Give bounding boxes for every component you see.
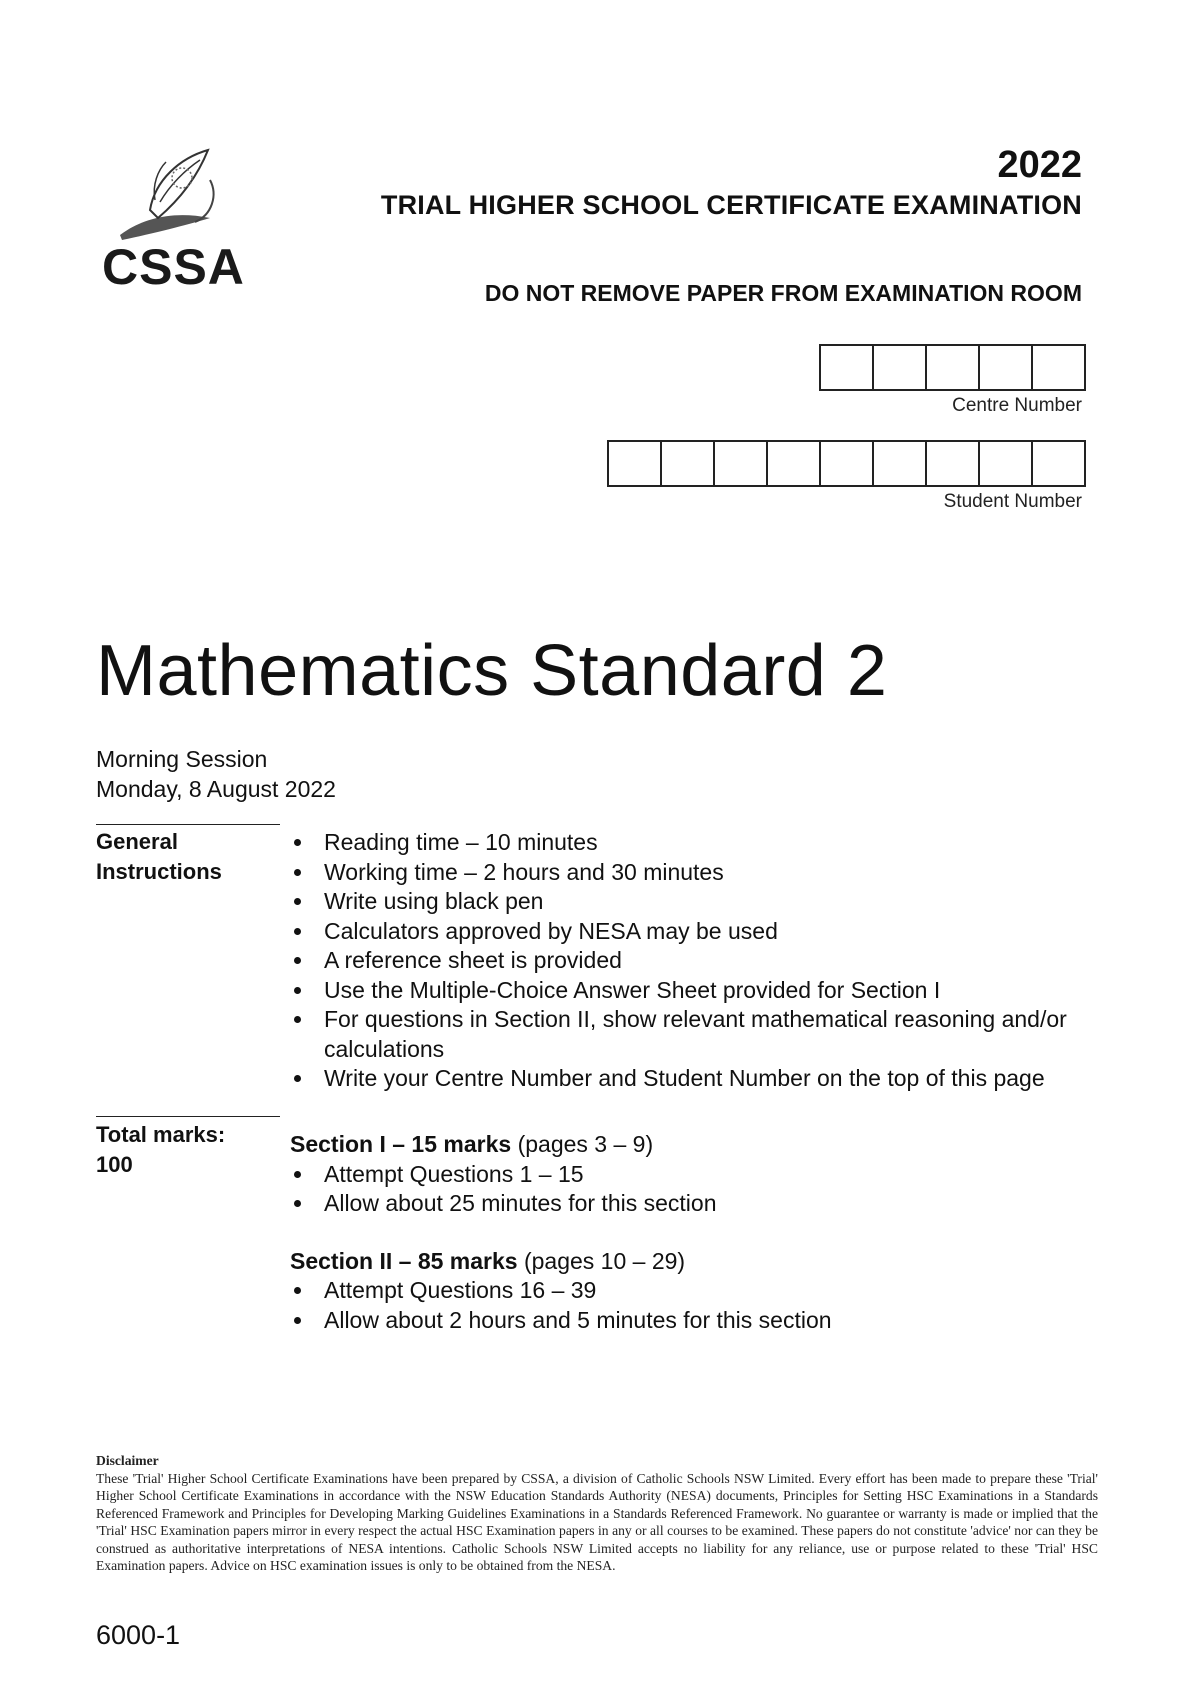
disclaimer-heading: Disclaimer [96, 1453, 159, 1468]
total-marks-value: 100 [96, 1152, 133, 1177]
session-info [96, 744, 336, 804]
section-1 [290, 1130, 1110, 1219]
exam-title: TRIAL HIGHER SCHOOL CERTIFICATE EXAMINATION [380, 190, 1082, 220]
student-number-boxes[interactable] [609, 440, 1086, 487]
logo-wordmark: CSSA [102, 239, 245, 295]
section-pages: (pages 3 – 9) [517, 1131, 654, 1157]
student-number-box[interactable] [978, 440, 1033, 487]
general-instructions-label [96, 827, 276, 887]
general-label-line: General [96, 829, 178, 854]
instruction-item: Write your Centre Number and Student Number on the top of this page [290, 1064, 1110, 1094]
session-name: Morning Session [96, 746, 268, 772]
divider [96, 1116, 280, 1117]
section-2 [290, 1247, 1110, 1336]
instruction-item: Use the Multiple-Choice Answer Sheet provided for Section I [290, 976, 1110, 1006]
section-item: Attempt Questions 16 – 39 [290, 1276, 1110, 1306]
student-number-label: Student Number [943, 491, 1082, 512]
instruction-item: Write using black pen [290, 887, 1110, 917]
general-label-line: Instructions [96, 859, 222, 884]
student-number-box[interactable] [607, 440, 662, 487]
section-name: Section II – 85 marks [290, 1247, 518, 1274]
centre-number-box[interactable] [925, 344, 980, 391]
student-number-box[interactable] [819, 440, 874, 487]
instruction-item: For questions in Section II, show relevant mathematical reasoning and/or calculations [290, 1005, 1110, 1064]
student-number-box[interactable] [766, 440, 821, 487]
paper-code: 6000-1 [96, 1620, 181, 1650]
general-instructions-list [290, 828, 1110, 1094]
student-number-box[interactable] [872, 440, 927, 487]
section-heading [290, 1130, 1110, 1160]
exam-year: 2022 [997, 144, 1082, 186]
sections-list [290, 1130, 1110, 1335]
instruction-item: Reading time – 10 minutes [290, 828, 1110, 858]
instruction-item: Calculators approved by NESA may be used [290, 917, 1110, 947]
subject-title: Mathematics Standard 2 [96, 631, 888, 711]
disclaimer-text: These 'Trial' Higher School Certificate Examinations have been prepared by CSSA, a division of Catholic Schools NSW Limited. Every effort has been made to prepare these 'Trial' Higher School Certificate Examinations in accordance with the NSW Education Standards Authority (NESA) documents, Principles for Setting HSC Examinations in a Standards Referenced Framework and Principles for Developing Marking Guidelines Examinations in a Standards Referenced Framework. No guarantee or warranty is made or implied that the 'Trial' HSC Examination papers mirror in every respect the actual HSC Examination papers in any or all courses to be examined. These papers do not constitute 'advice' nor can they be construed as authoritative interpretations of NESA intentions. Catholic Schools NSW Limited accepts no liability for any reliance, use or purpose related to these 'Trial' HSC Examination papers. Advice on HSC examination issues is only to be obtained from the NESA. [96, 1470, 1098, 1573]
instruction-item: Working time – 2 hours and 30 minutes [290, 858, 1110, 888]
centre-number-label: Centre Number [952, 395, 1082, 416]
instruction-item: A reference sheet is provided [290, 946, 1110, 976]
centre-number-box[interactable] [819, 344, 874, 391]
centre-number-box[interactable] [872, 344, 927, 391]
centre-number-box[interactable] [1031, 344, 1086, 391]
warning-notice: DO NOT REMOVE PAPER FROM EXAMINATION ROOM [484, 280, 1082, 306]
section-name: Section I – 15 marks [290, 1131, 512, 1157]
section-heading [290, 1247, 1110, 1277]
total-marks-label: Total marks: [96, 1122, 226, 1147]
centre-number-boxes[interactable] [821, 344, 1086, 391]
student-number-box[interactable] [925, 440, 980, 487]
section-item: Allow about 2 hours and 5 minutes for this section [290, 1306, 1110, 1336]
section-pages: (pages 10 – 29) [523, 1247, 686, 1274]
session-date: Monday, 8 August 2022 [96, 776, 336, 802]
section-item: Attempt Questions 1 – 15 [290, 1160, 1110, 1190]
student-number-box[interactable] [1031, 440, 1086, 487]
student-number-box[interactable] [713, 440, 768, 487]
total-marks [96, 1120, 276, 1180]
student-number-box[interactable] [660, 440, 715, 487]
disclaimer [96, 1452, 1098, 1575]
divider [96, 824, 280, 825]
centre-number-box[interactable] [978, 344, 1033, 391]
section-item: Allow about 25 minutes for this section [290, 1189, 1110, 1219]
